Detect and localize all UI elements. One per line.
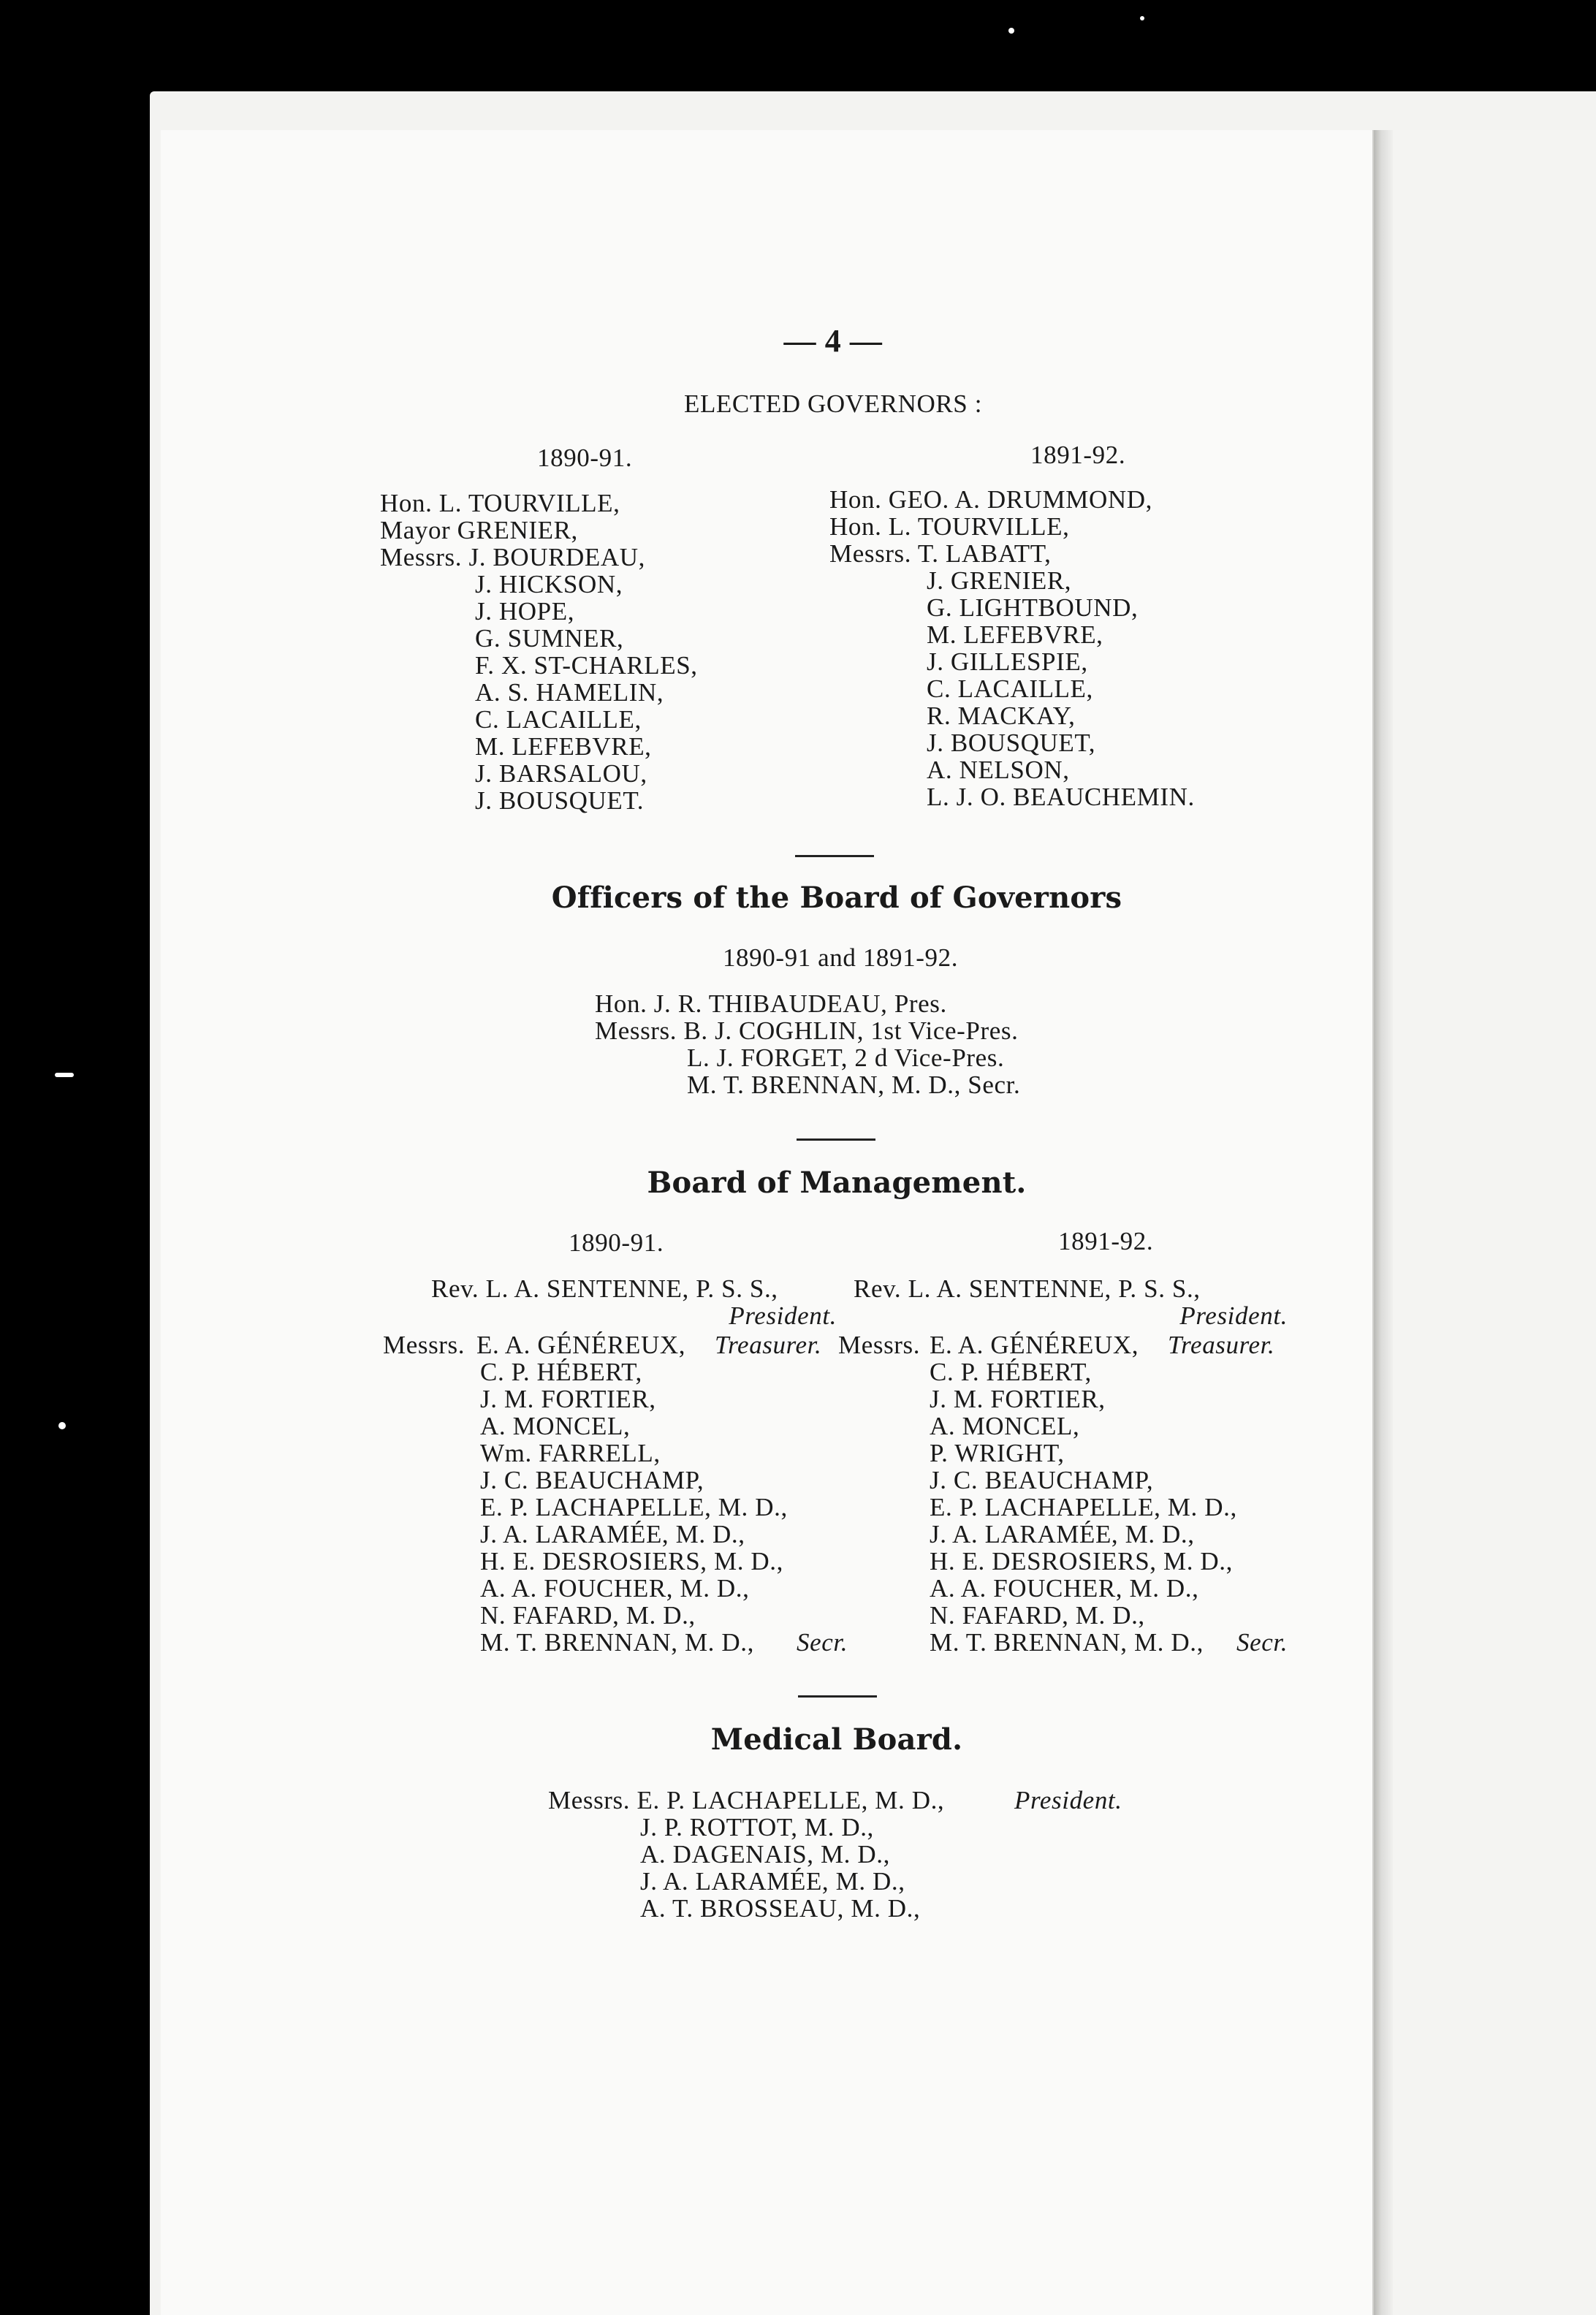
list-item: H. E. DESROSIERS, M. D.,: [930, 1547, 1234, 1575]
list-item: J. HICKSON,: [475, 570, 623, 598]
management-left-prefix: Messrs.: [383, 1331, 466, 1359]
management-right-head: Rev. L. A. SENTENNE, P. S. S.,: [854, 1274, 1201, 1303]
officer-line: Messrs. B. J. COGHLIN, 1st Vice-Pres.: [595, 1016, 1019, 1045]
list-item: J. C. BEAUCHAMP,: [480, 1466, 704, 1494]
officer-line: Hon. J. R. THIBAUDEAU, Pres.: [595, 989, 947, 1018]
list-item: C. P. HÉBERT,: [480, 1358, 642, 1386]
list-item: A. A. FOUCHER, M. D.,: [930, 1574, 1199, 1603]
list-item: Messrs. T. LABATT,: [829, 539, 1052, 568]
list-item: Hon. L. TOURVILLE,: [380, 489, 620, 517]
management-right-prefix: Messrs.: [838, 1331, 921, 1359]
list-item: Hon. GEO. A. DRUMMOND,: [829, 485, 1152, 514]
management-year-right: 1891-92.: [1058, 1227, 1154, 1255]
list-item: N. FAFARD, M. D.,: [480, 1601, 696, 1630]
list-item: J. A. LARAMÉE, M. D.,: [930, 1520, 1195, 1548]
management-left-head-role: President.: [729, 1301, 837, 1330]
list-item: J. HOPE,: [475, 597, 575, 626]
section-divider: [797, 1139, 875, 1141]
elected-year-left: 1890-91.: [537, 444, 633, 472]
management-title: Board of Management.: [647, 1166, 1027, 1200]
list-item: J. BOUSQUET.: [475, 786, 645, 815]
list-item: A. A. FOUCHER, M. D.,: [480, 1574, 750, 1603]
medical-line: A. DAGENAIS, M. D.,: [640, 1840, 890, 1869]
list-item: J. M. FORTIER,: [930, 1385, 1106, 1413]
list-item: Messrs. J. BOURDEAU,: [380, 543, 645, 571]
list-item: G. LIGHTBOUND,: [927, 593, 1139, 622]
medical-line: J. P. ROTTOT, M. D.,: [640, 1813, 874, 1841]
medical-line: J. A. LARAMÉE, M. D.,: [640, 1867, 905, 1896]
page-number: — 4 —: [783, 323, 883, 359]
list-item-last: M. T. BRENNAN, M. D.,: [480, 1628, 754, 1657]
list-item: F. X. ST-CHARLES,: [475, 651, 698, 680]
list-item: N. FAFARD, M. D.,: [930, 1601, 1145, 1630]
list-item: M. LEFEBVRE,: [927, 620, 1103, 649]
list-item: C. P. HÉBERT,: [930, 1358, 1092, 1386]
list-item: P. WRIGHT,: [930, 1439, 1065, 1467]
section-divider: [795, 855, 874, 857]
list-item: C. LACAILLE,: [927, 674, 1093, 703]
list-item: J. BARSALOU,: [475, 759, 647, 788]
medical-board-title: Medical Board.: [710, 1722, 963, 1757]
list-item: J. C. BEAUCHAMP,: [930, 1466, 1154, 1494]
list-item: Mayor GRENIER,: [380, 516, 578, 544]
management-right-first-role: Treasurer.: [1168, 1331, 1275, 1359]
list-item: L. J. O. BEAUCHEMIN.: [927, 783, 1195, 811]
management-left-head: Rev. L. A. SENTENNE, P. S. S.,: [431, 1274, 778, 1303]
page-fold: [1374, 130, 1393, 2315]
medical-line: A. T. BROSSEAU, M. D.,: [640, 1894, 921, 1923]
list-item: J. BOUSQUET,: [927, 729, 1096, 757]
elected-governors-title: ELECTED GOVERNORS :: [683, 389, 983, 418]
scan-speck: [58, 1422, 66, 1429]
management-left-first: E. A. GÉNÉREUX,: [476, 1331, 686, 1359]
list-item: J. GILLESPIE,: [927, 647, 1088, 676]
list-item: M. LEFEBVRE,: [475, 732, 652, 761]
list-item: G. SUMNER,: [475, 624, 624, 653]
management-right-first: E. A. GÉNÉREUX,: [930, 1331, 1139, 1359]
list-item: E. P. LACHAPELLE, M. D.,: [930, 1493, 1237, 1521]
list-item: A. NELSON,: [927, 756, 1070, 784]
list-item-role: Secr.: [797, 1628, 848, 1657]
medical-first: Messrs. E. P. LACHAPELLE, M. D.,: [548, 1786, 945, 1814]
list-item: J. M. FORTIER,: [480, 1385, 656, 1413]
facing-page-edge: [1393, 130, 1596, 2315]
section-divider: [798, 1695, 877, 1698]
list-item: H. E. DESROSIERS, M. D.,: [480, 1547, 784, 1575]
list-item: J. GRENIER,: [927, 566, 1072, 595]
officer-line: M. T. BRENNAN, M. D., Secr.: [687, 1071, 1021, 1099]
list-item: C. LACAILLE,: [475, 705, 642, 734]
management-right-head-role: President.: [1179, 1301, 1288, 1330]
elected-year-right: 1891-92.: [1030, 441, 1126, 469]
list-item: A. MONCEL,: [930, 1412, 1080, 1440]
list-item-last: M. T. BRENNAN, M. D.,: [930, 1628, 1204, 1657]
page-leaf: [161, 130, 1372, 2315]
officers-title: Officers of the Board of Governors: [551, 881, 1122, 915]
list-item: Wm. FARRELL,: [480, 1439, 661, 1467]
list-item-role: Secr.: [1236, 1628, 1288, 1657]
officer-line: L. J. FORGET, 2 d Vice-Pres.: [687, 1044, 1005, 1072]
list-item: Hon. L. TOURVILLE,: [829, 512, 1070, 541]
list-item: J. A. LARAMÉE, M. D.,: [480, 1520, 745, 1548]
list-item: R. MACKAY,: [927, 702, 1076, 730]
scan-speck: [55, 1073, 74, 1077]
list-item: A. MONCEL,: [480, 1412, 631, 1440]
list-item: A. S. HAMELIN,: [475, 678, 664, 707]
management-left-first-role: Treasurer.: [715, 1331, 822, 1359]
management-year-left: 1890-91.: [569, 1228, 664, 1257]
officers-years: 1890-91 and 1891-92.: [722, 943, 959, 972]
medical-first-role: President.: [1014, 1786, 1122, 1814]
scan-speck: [1140, 16, 1144, 20]
list-item: E. P. LACHAPELLE, M. D.,: [480, 1493, 788, 1521]
scan-speck: [1008, 28, 1014, 34]
